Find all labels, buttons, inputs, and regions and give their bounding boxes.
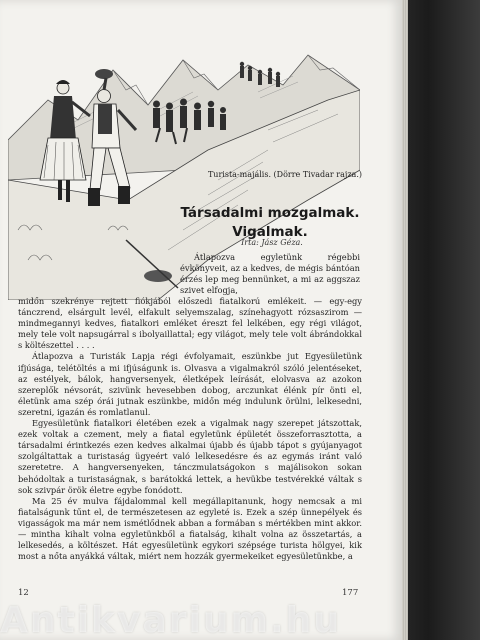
intro-paragraph: [180, 252, 360, 296]
watermark: Antikvarium.hu: [0, 600, 341, 640]
paragraph: midőn szekrénye rejtett fiókjából előszedi fiatalkorú emlékeit. — egy-egy tánczrend, elsárgult levél, elfakult selyemszalag, színehagyott rózsaszirom — mindmegannyi kedves, fiatalkori emléket éreszt fel lelkében, egy régi világot, mely tele volt napsugárral s ibolyaillattal; egy világot, mely tele volt ábrándokkal s költészettel . . . .: [18, 296, 362, 351]
page-number-left: 12: [18, 588, 29, 598]
illustration-caption: Turista-majális. (Dörre Tivadar rajza.): [207, 170, 362, 179]
body-text: [18, 296, 362, 562]
paragraph: Ma 25 év mulva fájdalommal kell megállapitanunk, hogy nemcsak a mi fiatalságunk tűnt el, de természetesen az egyleté is. Ezek a szép ünnepélyek és vigasságok ma már nem ismétlődnek abban a formában s mértékben mint akkor. — mintha kihalt volna egyletünkből a fiatalság, kihalt volna az összetartás, a lelkesedés, a költészet. Hát egyesületünk egykori szépsége turista hölgyei, kik most a nőta anyákká váltak, miért nem hozzák gyermekeiket egyesületünkbe, a: [18, 495, 362, 562]
article-author: Irta: Jász Géza.: [241, 238, 303, 247]
paragraph: Átlapozva a Turisták Lapja régi évfolyamait, eszünkbe jut Egyesületünk ifjúsága, telétöltés a mi ifjúságunk is. Olvasva a vigalmakról szóló jelentéseket, az estélyek, bálok, hangversenyek, életképek leírását, elolvasva az azokon szereplők névsorát, szivünk hevesebben dobog, arczunkat élénk pír önti el, életünk ama szép órái jutnak eszünkbe, midőn még indulunk örülni, lelkesedni, szeretni, igazán és romlatlanul.: [18, 351, 362, 417]
paragraph: Egyesületünk fiatalkori életében ezek a vigalmak nagy szerepet játszottak, ezek voltak a czement, mely a fiatal egyletünk épületét összeforrasztotta, a társadalmi érintkezés ezen kedves alkalmai újabb és újabb tápot s gyújanyagot szolgáltattak a turistaság ügyeért való lelkesedésre és az egymás iránt való szeretetre. A hangversenyeken, tánczmulatságokon s majálisokon sokan behódoltak a turistaságnak, s barátokká lettek, a hevükbe testvérekké váltak s sok szivpár örök életre egybe fonódott.: [18, 418, 362, 495]
narrow-paragraph: Átlapozva egyletünk régebbi évkönyveit, az a kedves, de mégis bántóan érzés lep meg bennünket, a mi az aggszaz szivet elfogja,: [180, 252, 360, 296]
page-number-right: 177: [342, 588, 359, 598]
article-title: [170, 204, 370, 242]
title-line-1: Társadalmi mozgalmak.: [180, 205, 360, 221]
title-line-2: Vigalmak.: [232, 224, 308, 240]
